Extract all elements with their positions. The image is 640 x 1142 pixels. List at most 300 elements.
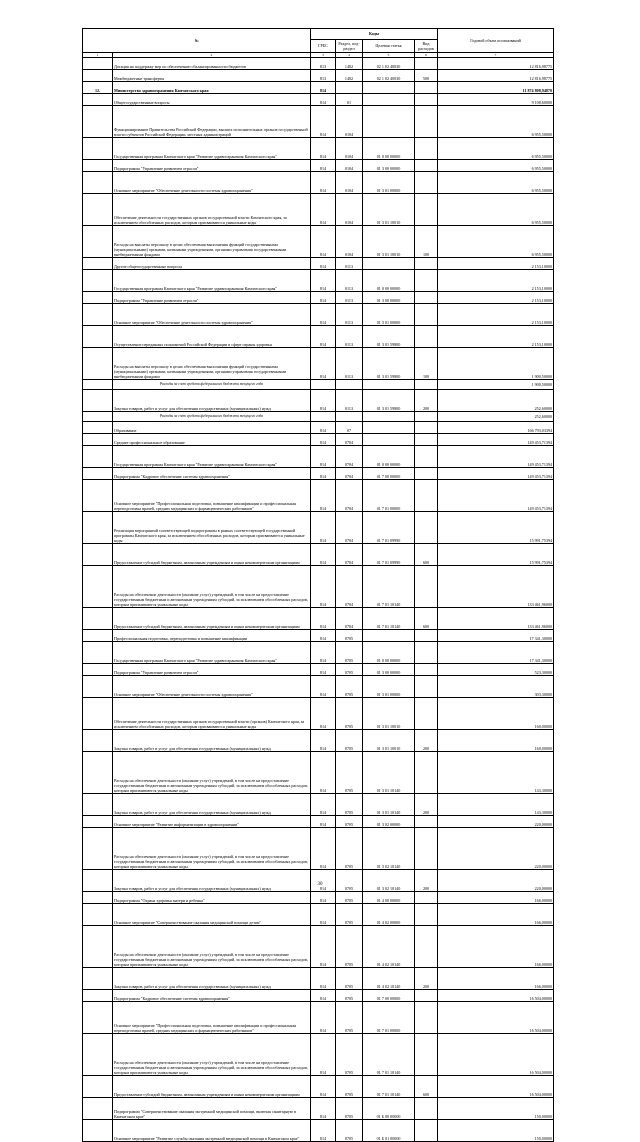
table-row: [83, 544, 554, 566]
row-amount: 2 153,10000: [438, 270, 554, 292]
row-expense-type: [415, 566, 438, 608]
row-name: Закупка товаров, работ и услуг для обеспечения государственных (муниципальных) нужд: [113, 870, 311, 892]
row-grbs: [311, 412, 336, 422]
row-name: Основное мероприятие "Обеспечение деятельности системы здравоохранения": [113, 676, 311, 698]
row-amount: 143,30000: [438, 794, 554, 816]
row-expense-type: [415, 270, 438, 292]
row-amount: 2 153,10000: [438, 326, 554, 348]
row-section: 0705: [336, 730, 363, 752]
table-row: [83, 106, 554, 138]
row-expense-type: 600: [415, 608, 438, 630]
row-target-article: 01 4 00 00000: [363, 892, 415, 904]
row-section: 1402: [336, 70, 363, 82]
row-target-article: 01 7 01 10140: [363, 1034, 415, 1076]
row-number: [83, 380, 113, 390]
column-index-cell: 2: [113, 53, 311, 58]
row-amount: 6 955,50000: [438, 226, 554, 258]
row-expense-type: [415, 160, 438, 172]
row-amount: 6 955,50000: [438, 160, 554, 172]
row-section: 0104: [336, 160, 363, 172]
table-row: [83, 160, 554, 172]
row-target-article: 01 3 01 10140: [363, 794, 415, 816]
row-name: Межбюджетные трансферты: [113, 70, 311, 82]
row-number: [83, 1120, 113, 1142]
row-name: Подпрограмма "Кадровое обеспечение системы здравоохранения": [113, 990, 311, 1002]
table-header: [83, 29, 554, 58]
row-target-article: 01 3 00 00000: [363, 292, 415, 304]
row-target-article: 01 Б 00 00000: [363, 1098, 415, 1120]
header-section: Раздел, под-раздел: [336, 40, 363, 53]
row-expense-type: [415, 664, 438, 676]
row-number: [83, 642, 113, 664]
row-name: Обеспечение деятельности государственных органов государственной власти Камчатского края, за исключением обособленных расходов, которым присваиваются уникальные коды: [113, 194, 311, 226]
row-section: 0113: [336, 270, 363, 292]
row-expense-type: 200: [415, 390, 438, 412]
row-grbs: 814: [311, 138, 336, 160]
table-row: [83, 434, 554, 446]
page-number: 30: [317, 882, 323, 887]
row-expense-type: 600: [415, 1076, 438, 1098]
row-amount: 16 504,00000: [438, 990, 554, 1002]
row-name: Расходы на выплаты персоналу в целях обеспечения выполнения функций государственными (муниципальными) органами, казенными учреждениями, органами управления государственными внебюджетными фондами: [113, 226, 311, 258]
row-target-article: [363, 434, 415, 446]
table-row: [83, 270, 554, 292]
row-name: Общегосударственные вопросы: [113, 94, 311, 106]
row-expense-type: [415, 630, 438, 642]
row-target-article: 01 7 01 10140: [363, 1076, 415, 1098]
row-number: [83, 676, 113, 698]
row-section: 0113: [336, 304, 363, 326]
row-grbs: 814: [311, 348, 336, 380]
row-grbs: 814: [311, 82, 336, 94]
row-expense-type: 200: [415, 730, 438, 752]
row-name: Расходы на обеспечение деятельности (оказание услуг) учреждений, в том числе на предоставление государственным бюджетным и автономным учреждениям субсидий, за исключением обособленных расходов, которым присваиваются уникальные коды: [113, 752, 311, 794]
row-expense-type: [415, 138, 438, 160]
row-amount: 17 341,30000: [438, 642, 554, 664]
row-target-article: [363, 82, 415, 94]
row-number: [83, 304, 113, 326]
row-grbs: 814: [311, 468, 336, 480]
row-grbs: 814: [311, 512, 336, 544]
row-name: Основное мероприятие "Совершенствование оказания медицинской помощи детям": [113, 904, 311, 926]
table-row: [83, 990, 554, 1002]
row-grbs: 814: [311, 968, 336, 990]
column-index-cell: 3: [311, 53, 336, 58]
row-amount: 149 453,71394: [438, 434, 554, 446]
row-amount: 1 900,50000: [438, 348, 554, 380]
table-body: [83, 58, 554, 1142]
row-section: 0704: [336, 480, 363, 512]
row-grbs: 814: [311, 642, 336, 664]
row-section: 0104: [336, 138, 363, 160]
table-row: [83, 70, 554, 82]
budget-table: [82, 28, 554, 1142]
row-amount: 166 793,03394: [438, 422, 554, 434]
header-number: №: [83, 29, 311, 53]
row-target-article: 01 7 01 10140: [363, 566, 415, 608]
row-name: Расходы на обеспечение деятельности (оказание услуг) учреждений, в том числе на предоставление государственным бюджетным и автономным учреждениям субсидий, за исключением обособленных расходов, которым присваиваются уникальные коды: [113, 1034, 311, 1076]
row-grbs: [311, 380, 336, 390]
row-grbs: 814: [311, 1120, 336, 1142]
row-expense-type: [415, 1002, 438, 1034]
row-section: 0113: [336, 292, 363, 304]
row-grbs: 814: [311, 422, 336, 434]
row-name: Закупка товаров, работ и услуг для обеспечения государственных (муниципальных) нужд: [113, 968, 311, 990]
row-name: Закупка товаров, работ и услуг для обеспечения государственных (муниципальных) нужд: [113, 794, 311, 816]
row-section: [336, 82, 363, 94]
row-number: [83, 70, 113, 82]
row-target-article: 01 3 01 00000: [363, 304, 415, 326]
row-name: Основное мероприятие "Профессиональная подготовка, повышение квалификации и профессиональная переподготовка врачей, средних медицинских и фармацевтических работников": [113, 480, 311, 512]
row-amount: 6 955,50000: [438, 138, 554, 160]
row-section: 0113: [336, 348, 363, 380]
row-section: 0104: [336, 172, 363, 194]
row-name: Осуществление переданных полномочий Российской Федерации в сфере охраны здоровья: [113, 326, 311, 348]
row-name: Подпрограмма "Кадровое обеспечение системы здравоохранения": [113, 468, 311, 480]
row-target-article: 01 3 01 59800: [363, 390, 415, 412]
table-row: [83, 630, 554, 642]
table-row: [83, 794, 554, 816]
budget-table-container: [82, 28, 553, 1142]
row-name: Основное мероприятие "Обеспечение деятельности системы здравоохранения": [113, 304, 311, 326]
row-target-article: 01 3 01 00000: [363, 676, 415, 698]
table-row: [83, 870, 554, 892]
row-section: 0705: [336, 990, 363, 1002]
table-row: [83, 664, 554, 676]
row-number: [83, 870, 113, 892]
table-row: [83, 698, 554, 730]
row-section: 0705: [336, 1120, 363, 1142]
row-section: 0705: [336, 828, 363, 870]
row-name: Расходы на обеспечение деятельности (оказание услуг) учреждений, в том числе на предоставление государственным бюджетным и автономным учреждениям субсидий, за исключением обособленных расходов, которым присваиваются уникальные коды: [113, 926, 311, 968]
row-number: [83, 258, 113, 270]
row-expense-type: [415, 676, 438, 698]
row-grbs: 814: [311, 106, 336, 138]
row-amount: 12 816,98775: [438, 58, 554, 70]
row-target-article: 02 1 02 40030: [363, 58, 415, 70]
row-section: [336, 412, 363, 422]
row-target-article: 01 4 02 10140: [363, 968, 415, 990]
row-number: [83, 990, 113, 1002]
table-row: [83, 512, 554, 544]
header-grbs: ГРБС: [311, 40, 336, 53]
row-number: [83, 1034, 113, 1076]
row-expense-type: [415, 698, 438, 730]
row-number: [83, 270, 113, 292]
row-section: 0705: [336, 698, 363, 730]
row-name: Закупка товаров, работ и услуг для обеспечения государственных (муниципальных) нужд: [113, 730, 311, 752]
row-section: 1402: [336, 58, 363, 70]
row-section: 07: [336, 422, 363, 434]
row-number: [83, 752, 113, 794]
row-section: 0705: [336, 1076, 363, 1098]
row-section: 0705: [336, 870, 363, 892]
row-name: Функционирование Правительства Российской Федерации, высших исполнительных органов государственной власти субъектов Российской Федерации, местных администраций: [113, 106, 311, 138]
table-row: [83, 82, 554, 94]
row-amount: 133 461,96000: [438, 608, 554, 630]
row-grbs: 814: [311, 258, 336, 270]
row-section: 0704: [336, 446, 363, 468]
row-section: 0704: [336, 608, 363, 630]
row-amount: 6 955,50000: [438, 106, 554, 138]
row-amount: 150,00000: [438, 1120, 554, 1142]
row-grbs: 814: [311, 480, 336, 512]
row-name: Расходы за счет средств федерального бюджета текущего года: [113, 412, 311, 422]
row-expense-type: [415, 82, 438, 94]
row-amount: 133 461,96000: [438, 566, 554, 608]
row-number: [83, 816, 113, 828]
table-row: [83, 412, 554, 422]
row-number: [83, 664, 113, 676]
row-target-article: 02 1 02 40030: [363, 70, 415, 82]
row-section: 0705: [336, 664, 363, 676]
row-number: [83, 730, 113, 752]
row-amount: 2 153,10000: [438, 292, 554, 304]
row-target-article: 01 3 02 00000: [363, 816, 415, 828]
row-expense-type: [415, 990, 438, 1002]
row-amount: 15 991,75394: [438, 512, 554, 544]
row-section: 0113: [336, 258, 363, 270]
row-grbs: 814: [311, 194, 336, 226]
row-target-article: 01 3 01 59800: [363, 348, 415, 380]
row-number: [83, 94, 113, 106]
row-target-article: 01 3 01 59800: [363, 326, 415, 348]
table-row: [83, 1098, 554, 1120]
table-row: [83, 1002, 554, 1034]
row-target-article: 01 0 00 00000: [363, 138, 415, 160]
row-grbs: 814: [311, 630, 336, 642]
table-row: [83, 348, 554, 380]
row-target-article: 01 Б 01 00000: [363, 1120, 415, 1142]
row-section: [336, 380, 363, 390]
row-amount: 252,60000: [438, 390, 554, 412]
row-grbs: 814: [311, 904, 336, 926]
table-row: [83, 816, 554, 828]
table-row: [83, 380, 554, 390]
row-amount: 149 453,71394: [438, 468, 554, 480]
row-amount: 160,00000: [438, 730, 554, 752]
row-number: [83, 226, 113, 258]
row-amount: 2 153,10000: [438, 258, 554, 270]
row-expense-type: [415, 1120, 438, 1142]
table-row: [83, 1120, 554, 1142]
row-grbs: 814: [311, 304, 336, 326]
column-index-cell: 5: [363, 53, 415, 58]
row-grbs: 814: [311, 292, 336, 304]
row-grbs: 814: [311, 1034, 336, 1076]
table-row: [83, 642, 554, 664]
row-expense-type: 100: [415, 348, 438, 380]
row-name: Подпрограмма "Управление развитием отрасли": [113, 292, 311, 304]
row-number: [83, 630, 113, 642]
row-amount: 150,00000: [438, 1098, 554, 1120]
row-expense-type: [415, 1098, 438, 1120]
table-row: [83, 1034, 554, 1076]
row-target-article: 01 0 00 00000: [363, 270, 415, 292]
row-number: [83, 566, 113, 608]
table-row: [83, 138, 554, 160]
row-name: Государственная программа Камчатского края "Развитие здравоохранения Камчатского края": [113, 138, 311, 160]
row-target-article: 01 3 01 10140: [363, 752, 415, 794]
row-target-article: 01 0 00 00000: [363, 642, 415, 664]
row-expense-type: [415, 1034, 438, 1076]
table-row: [83, 566, 554, 608]
row-number: [83, 106, 113, 138]
row-expense-type: 200: [415, 968, 438, 990]
header-expense-type: Вид расходов: [415, 40, 438, 53]
row-name: Основное мероприятие "Развитие информатизации в здравоохранении": [113, 816, 311, 828]
row-grbs: 814: [311, 566, 336, 608]
row-number: [83, 326, 113, 348]
row-grbs: 814: [311, 816, 336, 828]
row-number: [83, 544, 113, 566]
row-amount: 220,00000: [438, 828, 554, 870]
row-name: Государственная программа Камчатского края "Развитие здравоохранения Камчатского края": [113, 642, 311, 664]
row-expense-type: 500: [415, 70, 438, 82]
row-number: [83, 348, 113, 380]
row-number: [83, 194, 113, 226]
table-row: [83, 730, 554, 752]
row-target-article: 01 3 01 00000: [363, 172, 415, 194]
row-name: Дотация на поддержку мер по обеспечению сбалансированности бюджетов: [113, 58, 311, 70]
table-row: [83, 422, 554, 434]
row-expense-type: 200: [415, 870, 438, 892]
column-index-cell: 1: [83, 53, 113, 58]
table-row: [83, 446, 554, 468]
table-row: [83, 480, 554, 512]
row-amount: 252,60000: [438, 412, 554, 422]
table-row: [83, 752, 554, 794]
row-target-article: 01 7 01 00000: [363, 1002, 415, 1034]
row-number: [83, 698, 113, 730]
row-target-article: [363, 422, 415, 434]
row-amount: 16 504,00000: [438, 1076, 554, 1098]
row-name: Профессиональная подготовка, переподготовка и повышение квалификации: [113, 630, 311, 642]
table-row: [83, 172, 554, 194]
row-number: [83, 468, 113, 480]
row-section: 0104: [336, 106, 363, 138]
row-section: 0705: [336, 1034, 363, 1076]
row-grbs: 814: [311, 608, 336, 630]
table-row: [83, 258, 554, 270]
row-target-article: [363, 94, 415, 106]
row-expense-type: [415, 412, 438, 422]
row-target-article: 01 7 00 00000: [363, 468, 415, 480]
row-name: Предоставление субсидий бюджетным, автономным учреждениям и иным некоммерческим организациям: [113, 544, 311, 566]
row-amount: 166,00000: [438, 968, 554, 990]
row-expense-type: [415, 194, 438, 226]
row-name: Подпрограмма "Совершенствование оказания экстренной медицинской помощи, включая санитарную в Камчатском крае": [113, 1098, 311, 1120]
row-expense-type: [415, 422, 438, 434]
row-grbs: 814: [311, 828, 336, 870]
row-grbs: 814: [311, 990, 336, 1002]
table-row: [83, 390, 554, 412]
row-target-article: [363, 258, 415, 270]
row-target-article: 01 7 01 10140: [363, 608, 415, 630]
row-amount: 2 153,10000: [438, 304, 554, 326]
table-row: [83, 304, 554, 326]
row-name: Реализация мероприятий соответствующей подпрограммы в рамках соответствующей государственной программы Камчатского края, за исключением обособленных расходов, которым присваиваются уникальные коды: [113, 512, 311, 544]
row-amount: 16 504,00000: [438, 1002, 554, 1034]
row-name: Министерство здравоохранения Камчатского края: [113, 82, 311, 94]
row-amount: 303,30000: [438, 676, 554, 698]
row-section: 0704: [336, 468, 363, 480]
row-section: 0705: [336, 794, 363, 816]
row-name: Предоставление субсидий бюджетным, автономным учреждениям и иным некоммерческим организациям: [113, 1076, 311, 1098]
row-section: 0705: [336, 630, 363, 642]
row-name: Предоставление субсидий бюджетным, автономным учреждениям и иным некоммерческим организациям: [113, 608, 311, 630]
row-amount: 143,30000: [438, 752, 554, 794]
table-row: [83, 94, 554, 106]
row-expense-type: [415, 434, 438, 446]
row-name: Подпрограмма "Управление развитием отрасли": [113, 664, 311, 676]
row-amount: 149 453,71394: [438, 446, 554, 468]
row-section: 0705: [336, 1098, 363, 1120]
row-name: Обеспечение деятельности государственных органов государственной власти (органов) Камчатского края, за исключением обособленных расходов, которым присваиваются уникальные коды: [113, 698, 311, 730]
row-grbs: 814: [311, 326, 336, 348]
row-grbs: 813: [311, 58, 336, 70]
row-section: 0705: [336, 892, 363, 904]
row-expense-type: [415, 94, 438, 106]
row-grbs: 814: [311, 1076, 336, 1098]
row-section: 0704: [336, 512, 363, 544]
row-name: Расходы на выплаты персоналу в целях обеспечения выполнения функций государственными (муниципальными) органами, казенными учреждениями, органами управления государственными внебюджетными фондами: [113, 348, 311, 380]
row-section: 0704: [336, 434, 363, 446]
row-target-article: 01 3 01 10010: [363, 698, 415, 730]
row-expense-type: 600: [415, 544, 438, 566]
row-amount: 9 108,60000: [438, 94, 554, 106]
row-target-article: 01 3 00 00000: [363, 664, 415, 676]
row-grbs: 814: [311, 926, 336, 968]
row-amount: 12 816,98775: [438, 70, 554, 82]
row-section: 0113: [336, 326, 363, 348]
row-number: [83, 512, 113, 544]
row-grbs: 814: [311, 794, 336, 816]
row-name: Подпрограмма "Управление развитием отрасли": [113, 160, 311, 172]
row-expense-type: [415, 446, 438, 468]
row-amount: 6 955,50000: [438, 172, 554, 194]
row-section: 0704: [336, 544, 363, 566]
table-row: [83, 326, 554, 348]
row-name: Основное мероприятие "Развитие службы оказания экстренной медицинской помощи в Камчатском крае": [113, 1120, 311, 1142]
row-target-article: 01 3 01 10010: [363, 226, 415, 258]
table-row: [83, 468, 554, 480]
row-grbs: 814: [311, 870, 336, 892]
row-expense-type: [415, 172, 438, 194]
column-index-cell: 4: [336, 53, 363, 58]
row-name: Государственная программа Камчатского края "Развитие здравоохранения Камчатского края": [113, 270, 311, 292]
row-target-article: 01 3 00 00000: [363, 160, 415, 172]
row-section: 0705: [336, 904, 363, 926]
row-number: [83, 172, 113, 194]
row-amount: 166,00000: [438, 892, 554, 904]
table-row: [83, 828, 554, 870]
row-grbs: 814: [311, 676, 336, 698]
row-name: Образование: [113, 422, 311, 434]
row-grbs: 814: [311, 698, 336, 730]
row-name: Расходы на обеспечение деятельности (оказание услуг) учреждений, в том числе на предоставление государственным бюджетным и автономным учреждениям субсидий, за исключением обособленных расходов, которым присваиваются уникальные коды: [113, 828, 311, 870]
table-row: [83, 58, 554, 70]
row-grbs: 814: [311, 1002, 336, 1034]
row-grbs: 814: [311, 94, 336, 106]
row-target-article: 01 7 01 09990: [363, 512, 415, 544]
header-codes: Коды: [311, 29, 438, 40]
row-target-article: 01 3 02 10140: [363, 870, 415, 892]
row-expense-type: [415, 468, 438, 480]
row-section: 0705: [336, 642, 363, 664]
row-expense-type: 200: [415, 794, 438, 816]
row-number: [83, 608, 113, 630]
